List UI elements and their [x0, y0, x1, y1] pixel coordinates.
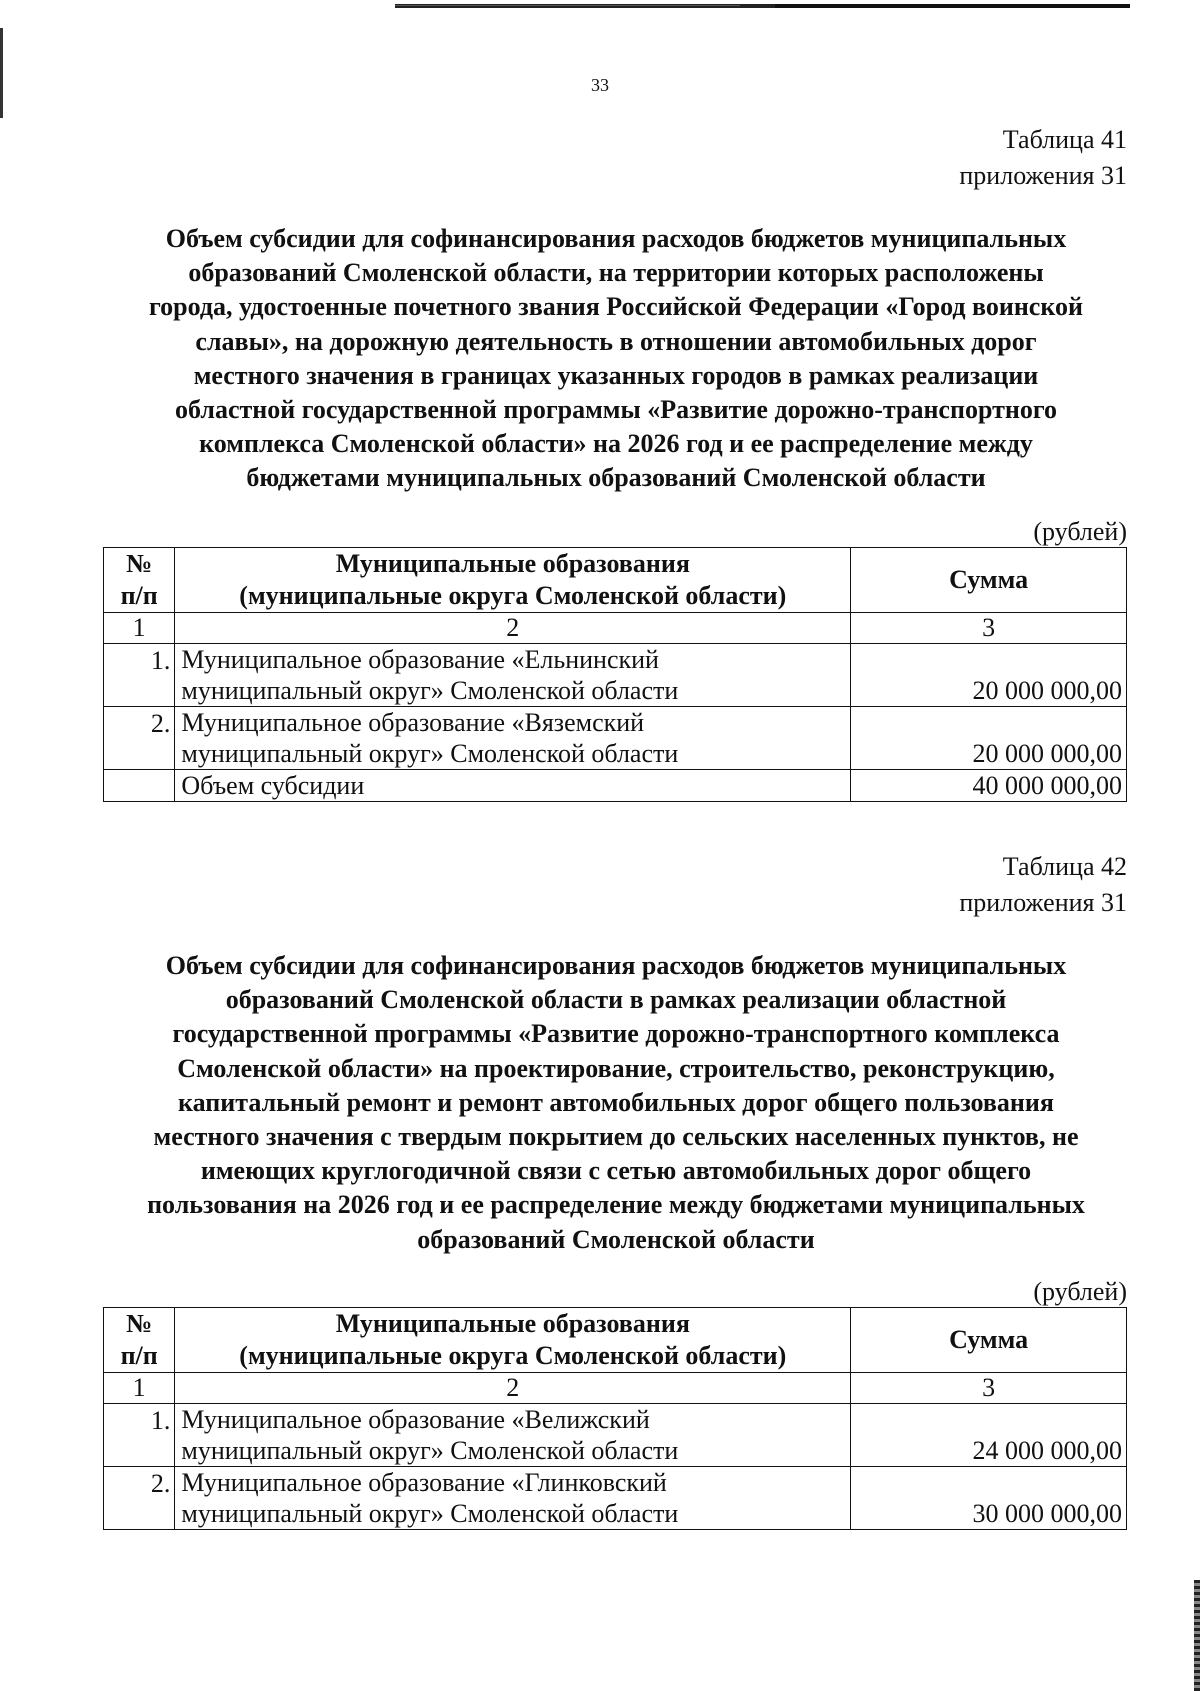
- row-amount: 20 000 000,00: [851, 644, 1127, 707]
- column-index: 1: [104, 1373, 175, 1404]
- title-line: Объем субсидии для софинансирования расходов бюджетов муниципальных: [165, 224, 1067, 253]
- row-number: 1.: [104, 644, 175, 707]
- column-index-row: [104, 613, 1127, 644]
- header-number-line2: п/п: [120, 581, 158, 610]
- title-line: местного значения в границах указанных городов в рамках реализации: [193, 360, 1039, 390]
- total-empty-cell: [104, 770, 175, 802]
- title-line: образований Смоленской области: [417, 1224, 815, 1254]
- header-municipality-line2: (муниципальные округа Смоленской области): [239, 581, 787, 610]
- row-number: 2.: [104, 707, 175, 770]
- header-sum: Сумма: [851, 1308, 1127, 1373]
- header-municipality: [175, 1308, 851, 1373]
- table-42-number: Таблица 42: [1002, 852, 1127, 881]
- municipality-line1: Муниципальное образование «Глинковский: [181, 1468, 667, 1497]
- municipality-line1: Муниципальное образование «Вяземский: [181, 708, 645, 737]
- page-number: 33: [591, 75, 609, 95]
- row-municipality: [175, 707, 851, 770]
- total-amount: 40 000 000,00: [851, 770, 1127, 802]
- row-municipality: [175, 1404, 851, 1467]
- table-41: [103, 547, 1127, 802]
- municipality-line2: муниципальный округ» Смоленской области: [181, 739, 679, 768]
- column-index: 3: [851, 1373, 1127, 1404]
- scan-left-mark: [0, 28, 3, 118]
- header-number-line1: №: [126, 1309, 153, 1338]
- table-header-row: [104, 548, 1127, 613]
- table-42-units: (рублей): [1033, 1277, 1127, 1306]
- title-line: государственной программы «Развитие дорожно-транспортного комплекса: [172, 1019, 1060, 1049]
- table-42-appendix: приложения 31: [959, 888, 1127, 917]
- column-index: 3: [851, 613, 1127, 644]
- row-municipality: [175, 644, 851, 707]
- municipality-line1: Муниципальное образование «Ельнинский: [181, 645, 659, 674]
- table-41-number: Таблица 41: [1002, 125, 1127, 154]
- scan-right-edge: [1194, 1580, 1200, 1691]
- table-header-row: [104, 1308, 1127, 1373]
- row-amount: 30 000 000,00: [851, 1467, 1127, 1530]
- header-number: [104, 548, 175, 613]
- title-line: имеющих круглогодичной связи с сетью автомобильных дорог общего: [200, 1156, 1032, 1186]
- row-number: 2.: [104, 1467, 175, 1530]
- row-number: 1.: [104, 1404, 175, 1467]
- table-41-reference: [959, 122, 1127, 194]
- table-row: [104, 1467, 1127, 1530]
- title-line: образований Смоленской области в рамках реализации областной: [225, 985, 1007, 1015]
- title-line: областной государственной программы «Развитие дорожно-транспортного: [175, 395, 1057, 425]
- title-line: комплекса Смоленской области» на 2026 год и ее распределение между: [199, 429, 1033, 459]
- row-amount: 24 000 000,00: [851, 1404, 1127, 1467]
- table-row: [104, 707, 1127, 770]
- table-total-row: [104, 770, 1127, 802]
- title-line: славы», на дорожную деятельность в отношении автомобильных дорог: [195, 326, 1037, 356]
- title-line: Объем субсидии для софинансирования расходов бюджетов муниципальных: [165, 951, 1067, 980]
- title-line: Смоленской области» на проектирование, строительство, реконструкцию,: [177, 1053, 1055, 1083]
- table-41-appendix: приложения 31: [959, 161, 1127, 190]
- table-42-reference: [959, 849, 1127, 921]
- title-line: образований Смоленской области, на территории которых расположены: [188, 258, 1044, 288]
- header-municipality-line2: (муниципальные округа Смоленской области): [239, 1341, 787, 1370]
- title-line: города, удостоенные почетного звания Российской Федерации «Город воинской: [149, 292, 1083, 322]
- column-index: 2: [175, 613, 851, 644]
- scan-top-rule: [395, 4, 1130, 8]
- municipality-line2: муниципальный округ» Смоленской области: [181, 1499, 679, 1528]
- table-41-units: (рублей): [1033, 517, 1127, 546]
- table-41-title: [100, 222, 1132, 496]
- title-line: местного значения с твердым покрытием до сельских населенных пунктов, не: [153, 1122, 1079, 1152]
- header-number-line2: п/п: [120, 1341, 158, 1370]
- header-number: [104, 1308, 175, 1373]
- table-42: [103, 1307, 1127, 1530]
- header-municipality-line1: Муниципальные образования: [335, 1309, 690, 1338]
- row-amount: 20 000 000,00: [851, 707, 1127, 770]
- title-line: капитальный ремонт и ремонт автомобильных дорог общего пользования: [178, 1087, 1054, 1117]
- column-index-row: [104, 1373, 1127, 1404]
- column-index: 2: [175, 1373, 851, 1404]
- header-number-line1: №: [126, 549, 153, 578]
- table-row: [104, 644, 1127, 707]
- municipality-line2: муниципальный округ» Смоленской области: [181, 676, 679, 705]
- header-municipality-line1: Муниципальные образования: [335, 549, 690, 578]
- table-row: [104, 1404, 1127, 1467]
- column-index: 1: [104, 613, 175, 644]
- municipality-line2: муниципальный округ» Смоленской области: [181, 1436, 679, 1465]
- header-municipality: [175, 548, 851, 613]
- title-line: пользования на 2026 год и ее распределение между бюджетами муниципальных: [147, 1190, 1085, 1220]
- row-municipality: [175, 1467, 851, 1530]
- title-line: бюджетами муниципальных образований Смоленской области: [246, 463, 986, 493]
- municipality-line1: Муниципальное образование «Велижский: [181, 1405, 650, 1434]
- header-sum: Сумма: [851, 548, 1127, 613]
- table-42-title: [100, 949, 1132, 1257]
- total-label: Объем субсидии: [175, 770, 851, 802]
